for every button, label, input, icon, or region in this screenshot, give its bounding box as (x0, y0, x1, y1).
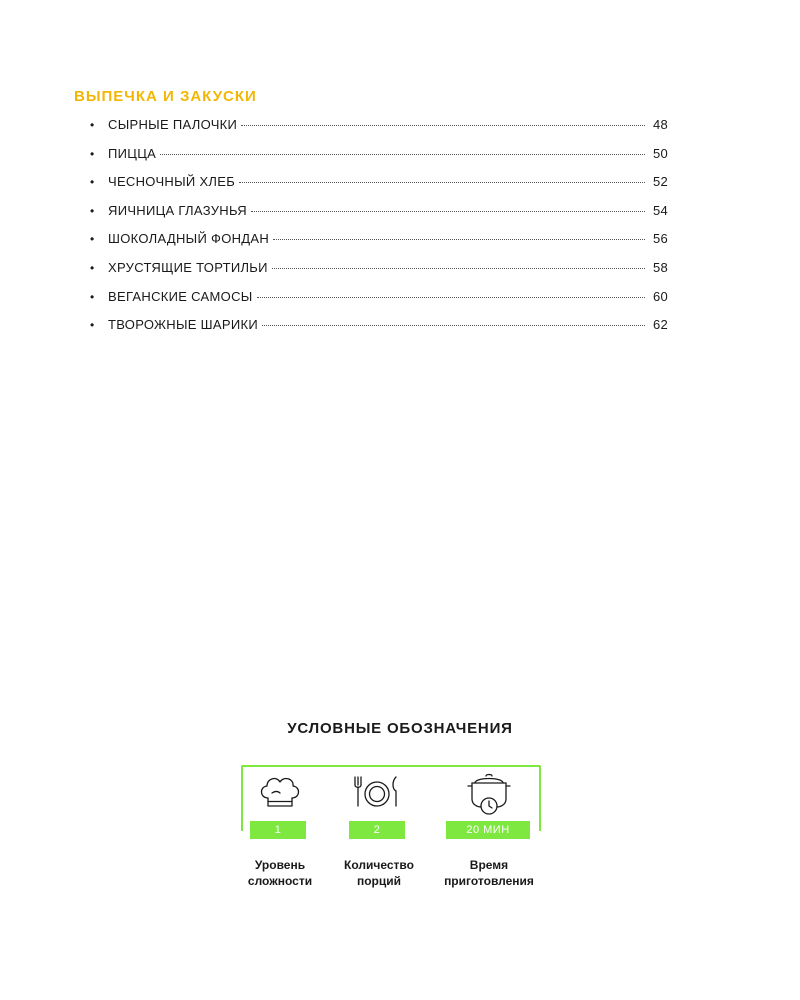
caption-line: Уровень (254, 858, 306, 872)
toc-item[interactable] (90, 117, 668, 146)
toc-item-label: ПИЦЦА (108, 145, 157, 161)
caption-line: сложности (247, 874, 313, 888)
bullet: • (90, 118, 95, 132)
section-title: ВЫПЕЧКА И ЗАКУСКИ (74, 88, 257, 105)
bullet: • (90, 146, 95, 161)
bullet: • (90, 175, 95, 190)
bullet: • (90, 289, 95, 304)
difficulty-badge: 1 (250, 821, 306, 839)
dot-leader (262, 325, 645, 326)
toc-item-label: ВЕГАНСКИЕ САМОСЫ (108, 288, 253, 304)
toc-page-number: 60 (652, 288, 668, 304)
servings-caption (319, 857, 439, 889)
toc-item-label: ЯИЧНИЦА ГЛАЗУНЬЯ (108, 202, 247, 218)
toc-page-number: 58 (652, 259, 668, 275)
legend-title: УСЛОВНЫЕ ОБОЗНАЧЕНИЯ (287, 720, 513, 737)
dot-leader (257, 297, 645, 298)
servings-badge: 2 (349, 821, 405, 839)
dot-leader (272, 268, 645, 269)
caption-line: Время (469, 858, 509, 872)
bullet: • (90, 318, 95, 333)
caption-line: Количество (344, 858, 414, 872)
toc-page-number: 62 (652, 317, 668, 333)
time-caption (429, 857, 549, 889)
bullet: • (90, 232, 95, 247)
time-badge: 20 МИН (446, 821, 530, 839)
caption-line: порций (356, 874, 402, 888)
toc-item[interactable] (90, 146, 668, 175)
dot-leader (160, 154, 645, 155)
toc-item[interactable] (90, 231, 668, 260)
toc-page-number: 56 (652, 231, 668, 247)
toc-item-label: ЧЕСНОЧНЫЙ ХЛЕБ (108, 174, 236, 190)
caption-line: приготовления (444, 874, 534, 888)
dot-leader (251, 211, 645, 212)
chef-hat-icon (257, 773, 303, 815)
toc-page-number: 52 (652, 174, 668, 190)
toc-item[interactable] (90, 203, 668, 232)
plate-cutlery-icon (352, 773, 402, 815)
toc-item-label: СЫРНЫЕ ПАЛОЧКИ (108, 117, 238, 132)
toc-item[interactable] (90, 174, 668, 203)
toc-item[interactable] (90, 317, 668, 346)
toc-item[interactable] (90, 289, 668, 318)
table-of-contents (90, 117, 668, 346)
toc-page-number: 48 (652, 117, 668, 132)
toc-page-number: 54 (652, 202, 668, 218)
dot-leader (239, 182, 645, 183)
toc-item-label: ТВОРОЖНЫЕ ШАРИКИ (108, 317, 259, 333)
toc-item[interactable] (90, 260, 668, 289)
bullet: • (90, 203, 95, 218)
cooking-pot-timer-icon (462, 773, 516, 819)
dot-leader (273, 239, 645, 240)
toc-page-number: 50 (652, 145, 668, 161)
bullet: • (90, 260, 95, 275)
dot-leader (241, 125, 645, 126)
toc-item-label: ХРУСТЯЩИЕ ТОРТИЛЬИ (108, 259, 268, 275)
toc-item-label: ШОКОЛАДНЫЙ ФОНДАН (108, 231, 270, 247)
